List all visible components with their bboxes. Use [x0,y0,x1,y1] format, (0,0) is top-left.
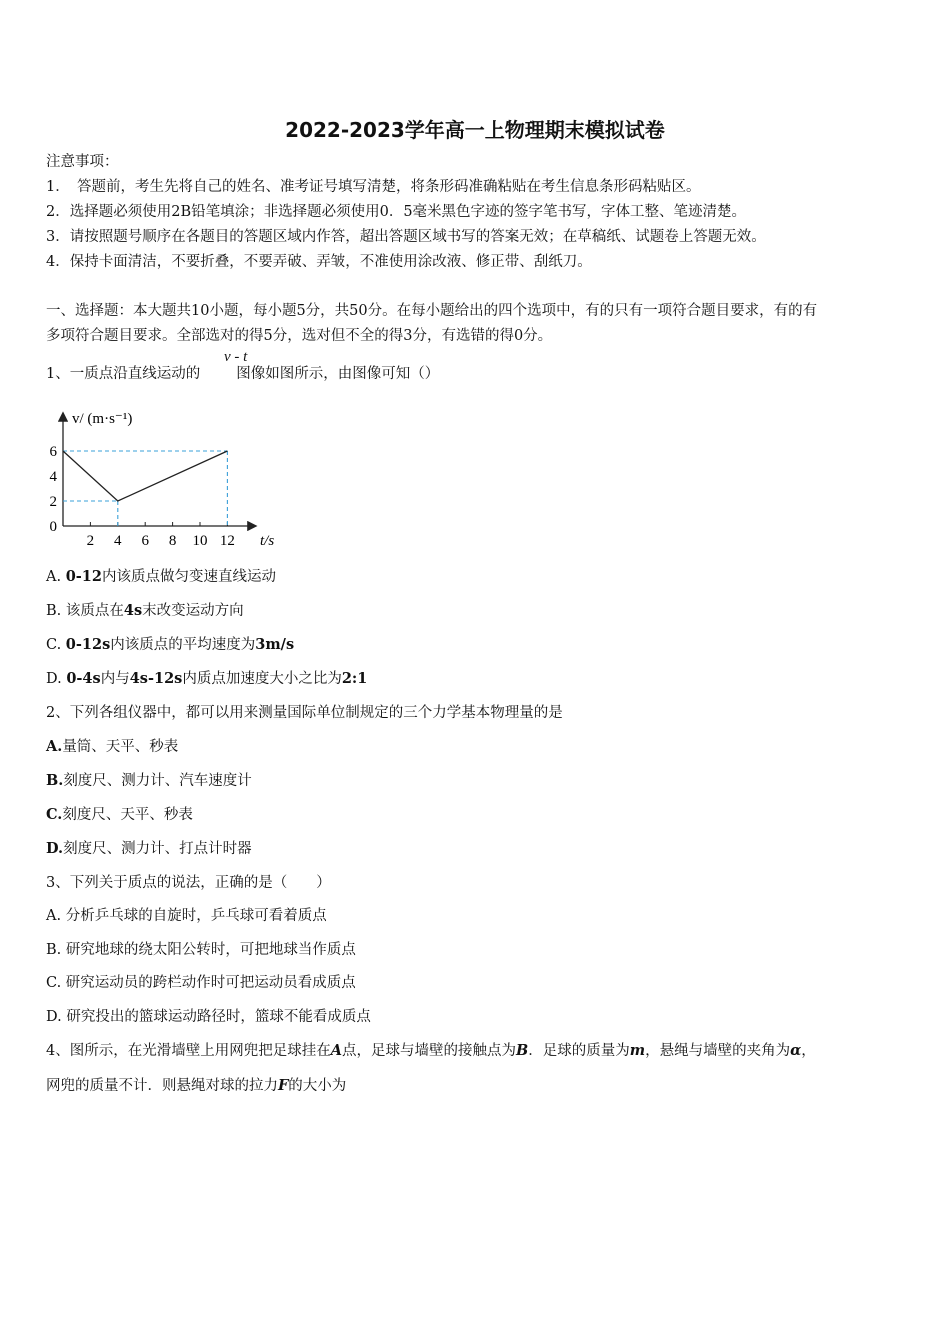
q1-stem [46,364,439,384]
q3-option-d: D. 研究投出的篮球运动路径时，篮球不能看成质点 [46,1009,371,1025]
x-axis-label: t/s [260,533,275,549]
q1-option-c: C. 0-12s内该质点的平均速度为3m/s [46,636,295,653]
y-tick-label: 2 [49,494,57,510]
q2-option-b: B.刻度尺、测力计、汽车速度计 [46,772,252,789]
q4-stem-line-2: 网兜的质量不计．则悬绳对球的拉力F的大小为 [46,1077,347,1094]
q3-stem: 3、下列关于质点的说法，正确的是（ ） [46,875,331,891]
q2-option-d: D.刻度尺、测力计、打点计时器 [46,840,252,857]
y-tick-label: 4 [49,469,57,485]
notice-item-1: 1． 答题前，考生先将自己的姓名、准考证号填写清楚，将条形码准确粘贴在考生信息条形码粘贴区。 [46,179,701,195]
q1-option-d: D. 0-4s内与4s-12s内质点加速度大小之比为2:1 [46,670,368,687]
vt-chart [40,402,290,552]
q3-option-c: C. 研究运动员的跨栏动作时可把运动员看成质点 [46,975,356,991]
x-tick-label: 4 [114,533,122,549]
x-tick-label: 12 [219,533,235,549]
q2-stem: 2、下列各组仪器中，都可以用来测量国际单位制规定的三个力学基本物理量的是 [46,705,563,721]
q1-option-b: B. 该质点在4s末改变运动方向 [46,602,244,619]
q1-option-a: A. 0-12内该质点做匀变速直线运动 [46,568,276,585]
y-axis-label: v/ (m·s⁻¹) [72,411,133,427]
notice-item-3: 3．请按照题号顺序在各题目的答题区域内作答，超出答题区域书写的答案无效；在草稿纸、试题卷上答题无效。 [46,229,766,245]
q4-stem-line-1: 4、图所示，在光滑墙壁上用网兜把足球挂在A点，足球与墙壁的接触点为B．足球的质量为m，悬绳与墙壁的夹角为α， [46,1042,816,1059]
x-tick-label: 2 [86,533,95,549]
q1-stem-part-b: 图像如图所示，由图像可知（） [236,366,440,382]
x-tick-label: 8 [168,533,177,549]
q1-stem-part-a: 1、一质点沿直线运动的 [46,366,201,382]
q3-option-b: B. 研究地球的绕太阳公转时，可把地球当作质点 [46,942,356,958]
notice-heading: 注意事项： [46,154,119,170]
section-instructions-line-1: 一、选择题：本大题共10小题，每小题5分，共50分。在每小题给出的四个选项中，有的只有一项符合题目要求，有的有 [46,303,818,319]
y-tick-label: 0 [49,519,57,535]
page-title: 2022-2023学年高一上物理期末模拟试卷 [285,118,665,142]
notice-item-2: 2．选择题必须使用2B铅笔填涂；非选择题必须使用0．5毫米黑色字迹的签字笔书写，字体工整、笔迹清楚。 [46,204,747,220]
section-instructions-line-2: 多项符合题目要求。全部选对的得5分，选对但不全的得3分，有选错的得0分。 [46,328,553,344]
notice-item-4: 4．保持卡面清洁，不要折叠，不要弄破、弄皱，不准使用涂改液、修正带、刮纸刀。 [46,254,592,270]
y-tick-label: 6 [49,444,57,460]
q3-option-a: A. 分析乒乓球的自旋时，乒乓球可看着质点 [46,908,327,924]
x-tick-label: 10 [192,533,208,549]
q2-option-c: C.刻度尺、天平、秒表 [46,806,193,823]
x-tick-label: 6 [141,533,149,549]
q2-option-a: A.量筒、天平、秒表 [46,738,179,755]
series-line [63,451,227,501]
q1-vt-symbol: v - t [224,349,248,365]
